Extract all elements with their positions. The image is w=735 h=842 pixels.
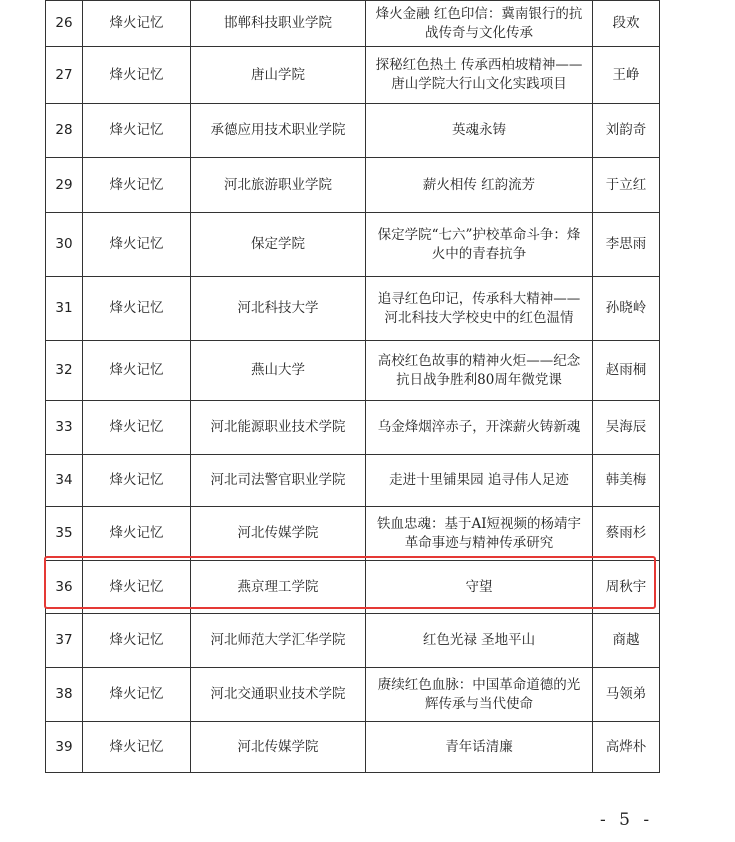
row-number: 27 bbox=[46, 47, 83, 104]
table-row bbox=[46, 401, 660, 455]
row-name: 孙晓岭 bbox=[593, 277, 660, 341]
row-number: 39 bbox=[46, 722, 83, 773]
row-title: 追寻红色印记，传承科大精神——河北科技大学校史中的红色温情 bbox=[366, 277, 593, 341]
row-number: 32 bbox=[46, 341, 83, 401]
row-school: 承德应用技术职业学院 bbox=[191, 104, 366, 158]
row-name: 于立红 bbox=[593, 158, 660, 213]
row-name: 商越 bbox=[593, 614, 660, 668]
row-school: 燕山大学 bbox=[191, 341, 366, 401]
table-row bbox=[46, 668, 660, 722]
row-name: 高烨朴 bbox=[593, 722, 660, 773]
table-row bbox=[46, 341, 660, 401]
row-name: 赵雨桐 bbox=[593, 341, 660, 401]
table-row bbox=[46, 614, 660, 668]
table-row bbox=[46, 213, 660, 277]
row-school: 河北传媒学院 bbox=[191, 507, 366, 561]
row-category: 烽火记忆 bbox=[83, 47, 191, 104]
row-title: 探秘红色热土 传承西柏坡精神——唐山学院大行山文化实践项目 bbox=[366, 47, 593, 104]
row-category: 烽火记忆 bbox=[83, 104, 191, 158]
row-number: 34 bbox=[46, 455, 83, 507]
row-name: 段欢 bbox=[593, 1, 660, 47]
row-title: 烽火金融 红色印信：冀南银行的抗战传奇与文化传承 bbox=[366, 1, 593, 47]
row-school: 唐山学院 bbox=[191, 47, 366, 104]
row-name: 李思雨 bbox=[593, 213, 660, 277]
row-school: 燕京理工学院 bbox=[191, 561, 366, 614]
table-row bbox=[46, 104, 660, 158]
row-school: 河北能源职业技术学院 bbox=[191, 401, 366, 455]
row-school: 河北交通职业技术学院 bbox=[191, 668, 366, 722]
row-title: 赓续红色血脉：中国革命道德的光辉传承与当代使命 bbox=[366, 668, 593, 722]
row-title: 英魂永铸 bbox=[366, 104, 593, 158]
table-row bbox=[46, 47, 660, 104]
page-number: - 5 - bbox=[600, 810, 654, 830]
entries-table bbox=[45, 0, 660, 773]
table-row bbox=[46, 455, 660, 507]
row-school: 河北传媒学院 bbox=[191, 722, 366, 773]
row-number: 28 bbox=[46, 104, 83, 158]
row-name: 王峥 bbox=[593, 47, 660, 104]
row-name: 刘韵奇 bbox=[593, 104, 660, 158]
row-title: 高校红色故事的精神火炬——纪念抗日战争胜利80周年微党课 bbox=[366, 341, 593, 401]
row-category: 烽火记忆 bbox=[83, 722, 191, 773]
row-school: 河北旅游职业学院 bbox=[191, 158, 366, 213]
row-number: 31 bbox=[46, 277, 83, 341]
row-number: 30 bbox=[46, 213, 83, 277]
row-name: 吴海辰 bbox=[593, 401, 660, 455]
row-number: 35 bbox=[46, 507, 83, 561]
row-school: 河北司法警官职业学院 bbox=[191, 455, 366, 507]
row-number: 29 bbox=[46, 158, 83, 213]
row-number: 36 bbox=[46, 561, 83, 614]
row-name: 蔡雨杉 bbox=[593, 507, 660, 561]
row-category: 烽火记忆 bbox=[83, 561, 191, 614]
row-number: 33 bbox=[46, 401, 83, 455]
row-category: 烽火记忆 bbox=[83, 277, 191, 341]
table-row bbox=[46, 507, 660, 561]
row-category: 烽火记忆 bbox=[83, 668, 191, 722]
table-row bbox=[46, 1, 660, 47]
row-title: 守望 bbox=[366, 561, 593, 614]
entries-table-body bbox=[46, 1, 660, 773]
row-school: 保定学院 bbox=[191, 213, 366, 277]
row-category: 烽火记忆 bbox=[83, 158, 191, 213]
table-row bbox=[46, 158, 660, 213]
row-title: 走进十里铺果园 追寻伟人足迹 bbox=[366, 455, 593, 507]
row-title: 乌金烽烟淬赤子，开滦薪火铸新魂 bbox=[366, 401, 593, 455]
row-school: 河北科技大学 bbox=[191, 277, 366, 341]
row-category: 烽火记忆 bbox=[83, 455, 191, 507]
row-name: 周秋宇 bbox=[593, 561, 660, 614]
row-title: 保定学院“七六”护校革命斗争：烽火中的青春抗争 bbox=[366, 213, 593, 277]
row-school: 河北师范大学汇华学院 bbox=[191, 614, 366, 668]
row-number: 37 bbox=[46, 614, 83, 668]
row-name: 马领弟 bbox=[593, 668, 660, 722]
table-row bbox=[46, 277, 660, 341]
row-category: 烽火记忆 bbox=[83, 1, 191, 47]
row-title: 铁血忠魂：基于AI短视频的杨靖宇革命事迹与精神传承研究 bbox=[366, 507, 593, 561]
row-title: 红色光禄 圣地平山 bbox=[366, 614, 593, 668]
row-name: 韩美梅 bbox=[593, 455, 660, 507]
row-number: 38 bbox=[46, 668, 83, 722]
row-number: 26 bbox=[46, 1, 83, 47]
row-category: 烽火记忆 bbox=[83, 401, 191, 455]
row-category: 烽火记忆 bbox=[83, 341, 191, 401]
row-category: 烽火记忆 bbox=[83, 507, 191, 561]
row-title: 薪火相传 红韵流芳 bbox=[366, 158, 593, 213]
table-row bbox=[46, 722, 660, 773]
row-title: 青年话清廉 bbox=[366, 722, 593, 773]
row-school: 邯郸科技职业学院 bbox=[191, 1, 366, 47]
row-category: 烽火记忆 bbox=[83, 614, 191, 668]
row-category: 烽火记忆 bbox=[83, 213, 191, 277]
table-row-highlighted bbox=[46, 561, 660, 614]
